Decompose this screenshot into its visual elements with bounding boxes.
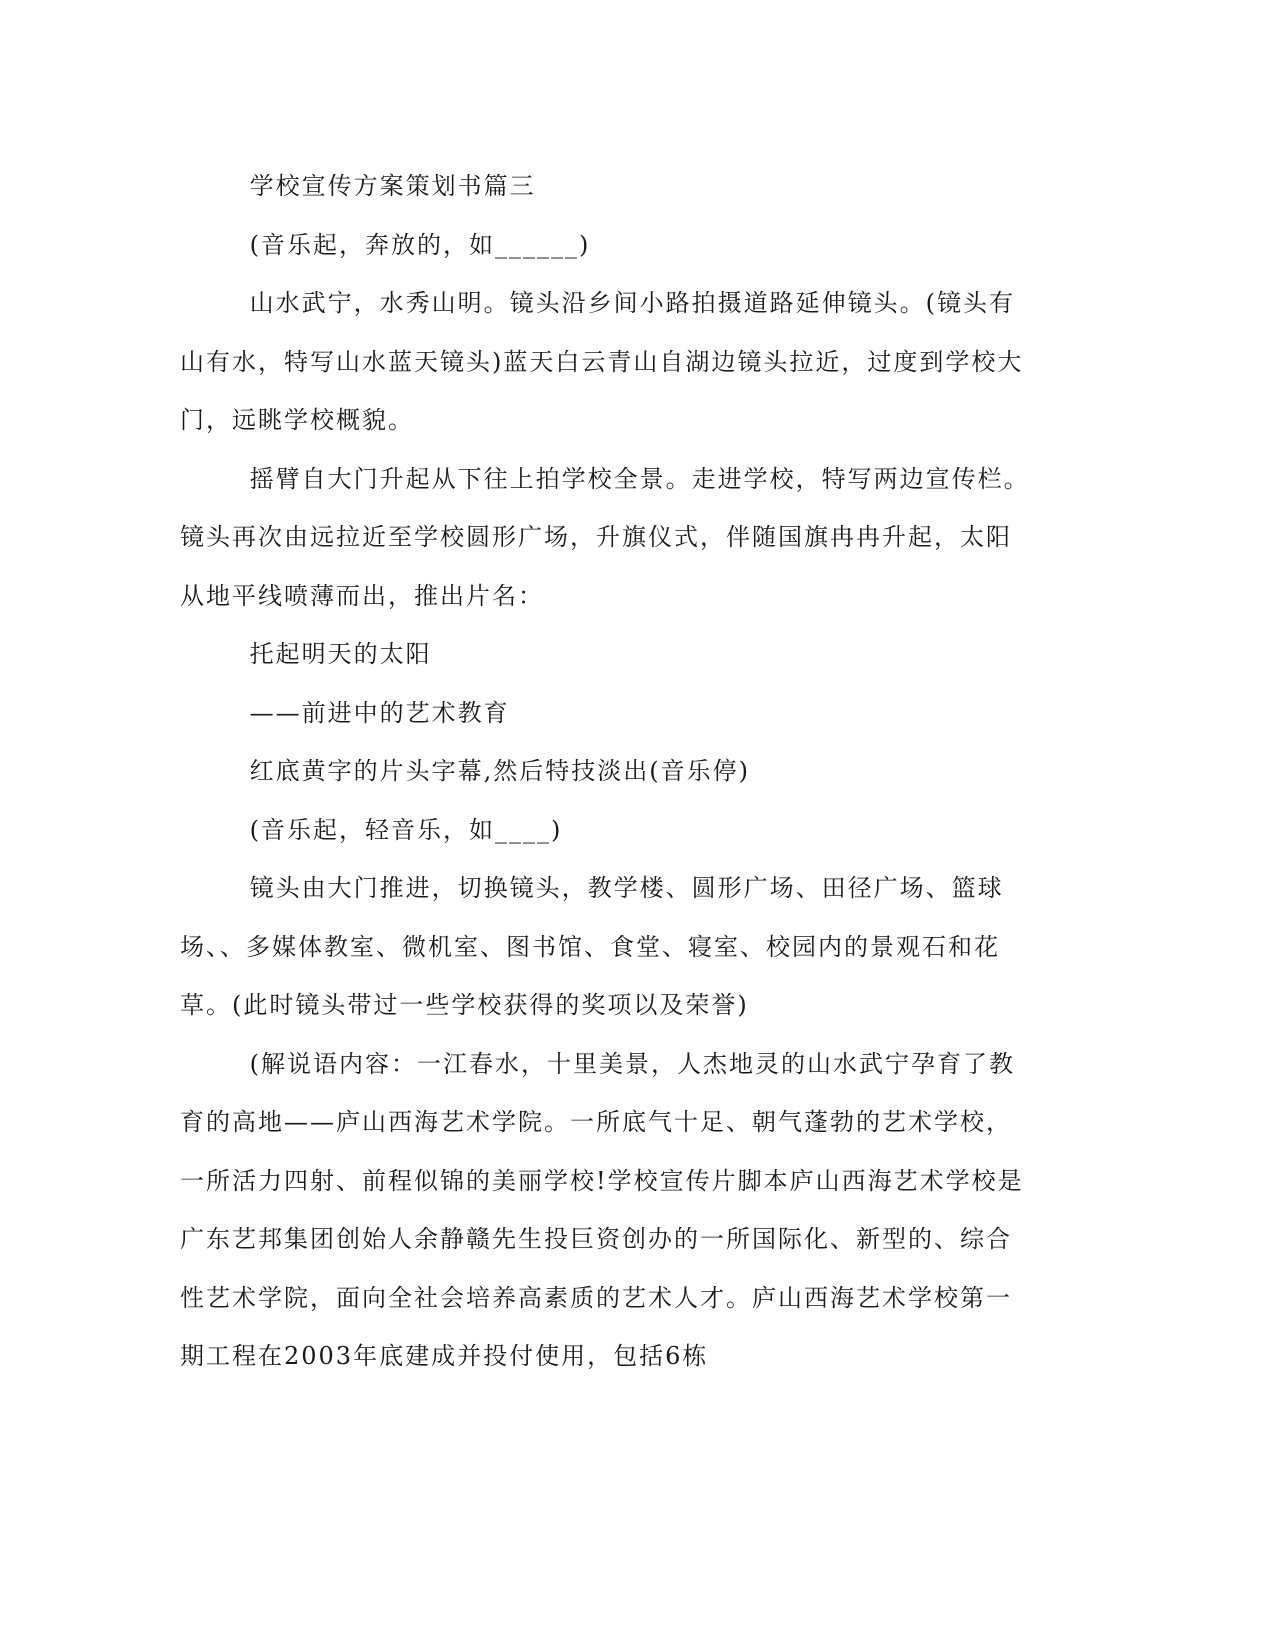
document-body	[180, 157, 1030, 1386]
film-subtitle: ——前进中的艺术教育	[249, 698, 510, 727]
paragraph-narration: (解说语内容：一江春水，十里美景，人杰地灵的山水武宁孕育了教育的高地——庐山西海艺术学院。一所底气十足、朝气蓬勃的艺术学校，一所活力四射、前程似锦的美丽学校!学校宣传片脚本庐山西海艺术学校是广东艺邦集团创始人余静赣先生投巨资创办的一所国际化、新型的、综合性艺术学院，面向全社会培养高素质的艺术人才。庐山西海艺术学校第一期工程在2003年底建成并投付使用，包括6栋	[180, 1049, 1024, 1370]
music-cue-1: (音乐起，奔放的，如______)	[249, 230, 591, 259]
paragraph-campus-tour: 镜头由大门推进，切换镜头，教学楼、圆形广场、田径广场、篮球场、、多媒体教室、微机室、图书馆、食堂、寝室、校园内的景观石和花草。(此时镜头带过一些学校获得的奖项以及荣誉)	[180, 874, 1004, 1019]
section-title: 学校宣传方案策划书篇三	[249, 172, 536, 200]
paragraph-opening-scene: 山水武宁，水秀山明。镜头沿乡间小路拍摄道路延伸镜头。(镜头有山有水，特写山水蓝天镜头)蓝天白云青山自湖边镜头拉近，过度到学校大门，远眺学校概貌。	[180, 289, 1024, 434]
film-title: 托起明天的太阳	[249, 640, 432, 668]
title-caption-note: 红底黄字的片头字幕,然后特技淡出(音乐停)	[249, 757, 750, 785]
music-cue-2: (音乐起，轻音乐，如____)	[249, 815, 563, 844]
paragraph-school-panorama: 摇臂自大门升起从下往上拍学校全景。走进学校，特写两边宣传栏。镜头再次由远拉近至学校圆形广场，升旗仪式，伴随国旗冉冉升起，太阳从地平线喷薄而出，推出片名：	[180, 464, 1030, 610]
